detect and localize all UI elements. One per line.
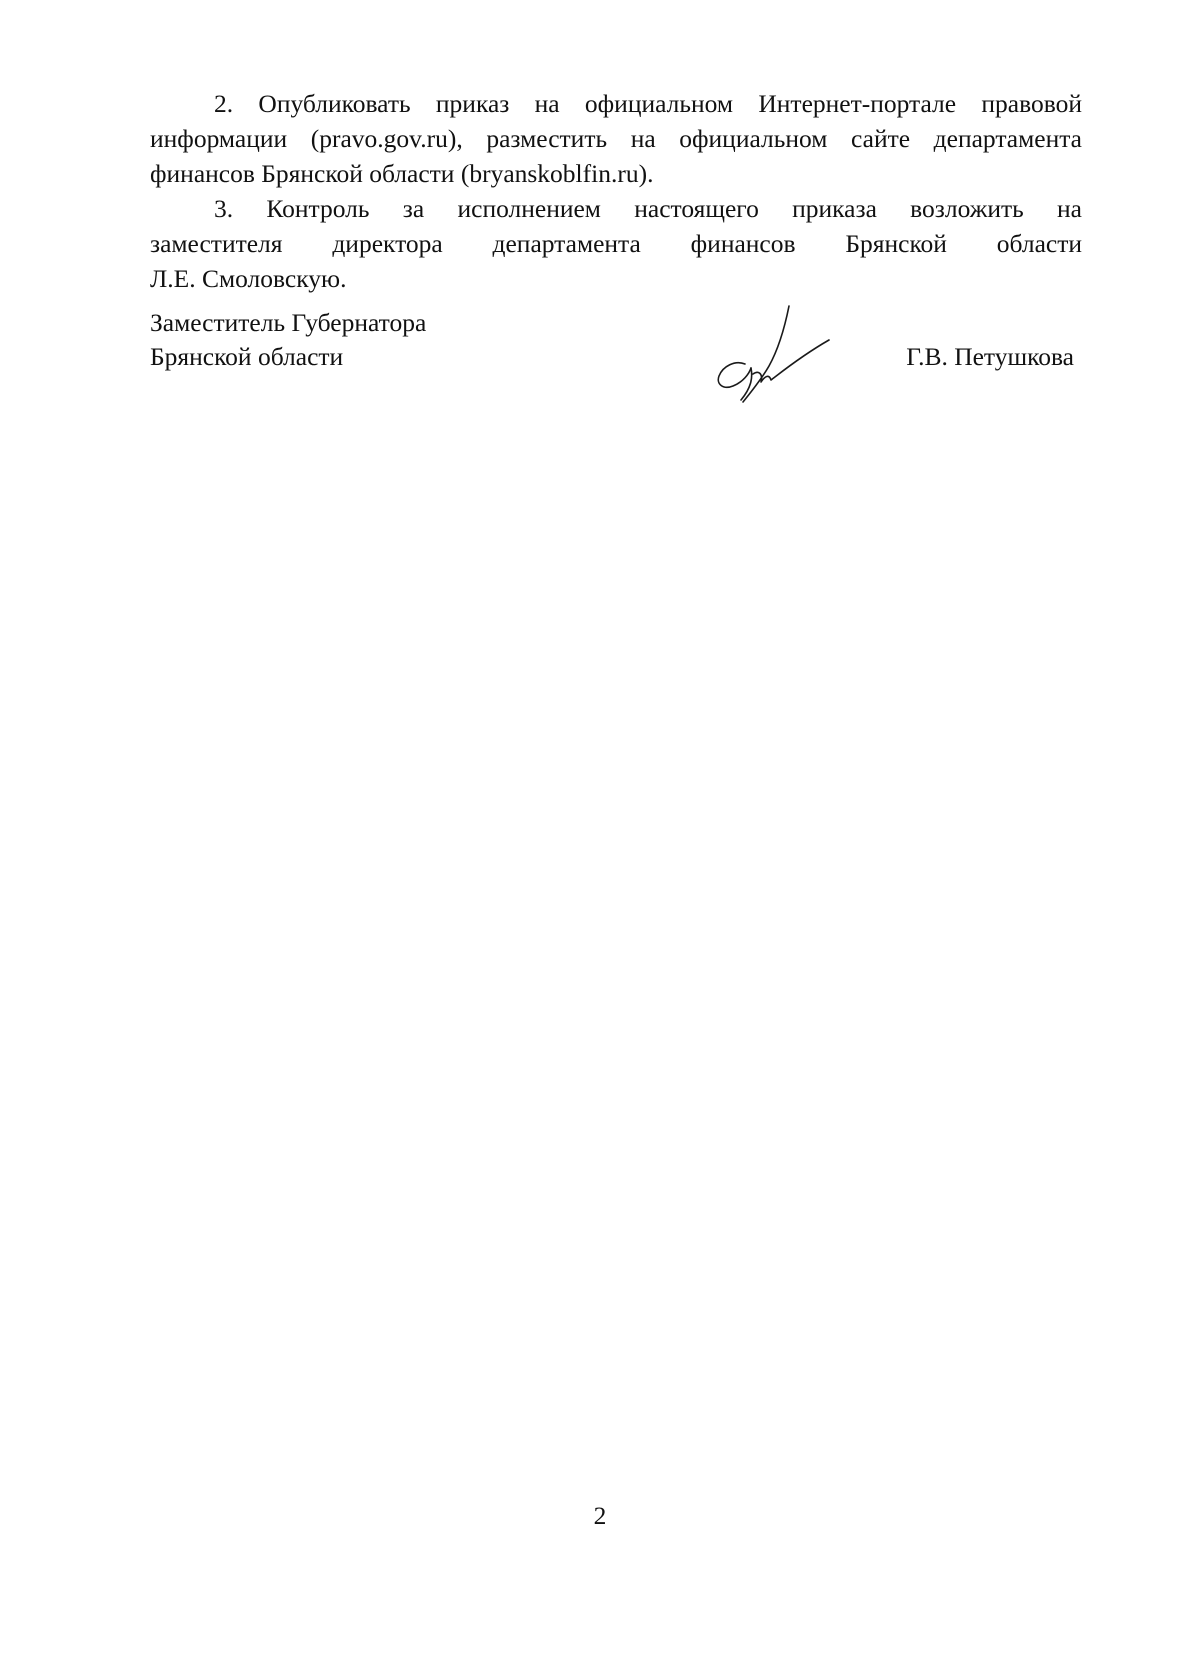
handwritten-signature-icon xyxy=(705,304,835,414)
signer-title-line-1: Заместитель Губернатора xyxy=(150,308,427,337)
paragraph-control-line-3: Л.Е. Смоловскую. xyxy=(150,264,347,293)
paragraph-control-line-2: заместителя директора департамента финансов Брянской области xyxy=(150,229,1082,258)
paragraph-publication: 2. Опубликовать приказ на официальном Интернет-портале правовой информации (pravo.gov.ru), разместить на официальном сайте департамента финансов Брянской области (bryanskoblfin.ru). xyxy=(150,89,1082,188)
signature-block xyxy=(150,306,1082,416)
page-number: 2 xyxy=(593,1501,607,1530)
signer-title xyxy=(150,306,426,374)
signer-title-line-2: Брянской области xyxy=(150,342,344,371)
paragraph-control xyxy=(150,191,1082,296)
signer-name: Г.В. Петушкова xyxy=(906,342,1074,371)
paragraph-control-line-1: 3. Контроль за исполнением настоящего приказа возложить на xyxy=(214,194,1082,223)
document-body xyxy=(150,86,1082,296)
